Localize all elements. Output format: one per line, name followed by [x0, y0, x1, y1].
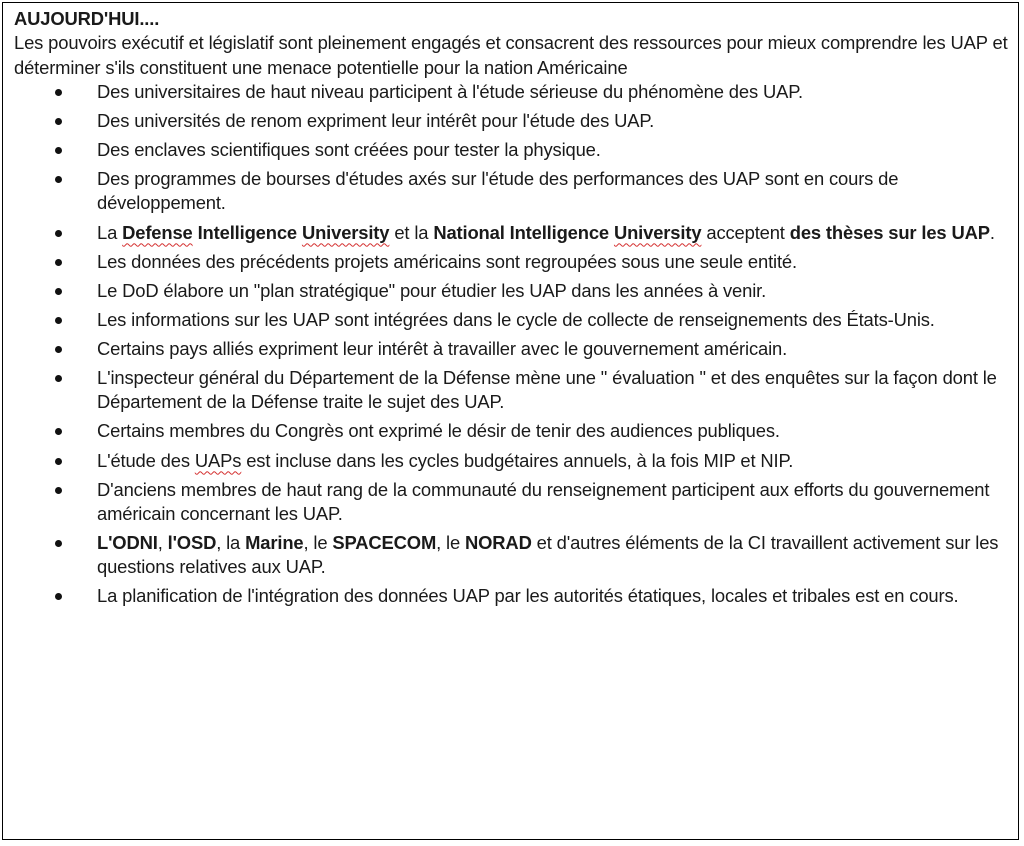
- list-item-text: SPACECOM: [332, 532, 437, 553]
- list-item-text: Des programmes de bourses d'études axés sur l'étude des performances des UAP sont en cours de développement.: [97, 168, 899, 214]
- document-body: [3, 3, 1018, 609]
- bullet-icon: [55, 375, 62, 382]
- bullet-icon: [55, 147, 62, 154]
- list-item: [14, 337, 1008, 361]
- bullet-icon: [55, 458, 62, 465]
- bullet-icon: [55, 288, 62, 295]
- list-item-text: La: [97, 221, 123, 243]
- list-item-text: D'anciens membres de haut rang de la communauté du renseignement participent aux efforts du gouvernement américain concernant les UAP.: [97, 478, 990, 524]
- list-item: [14, 109, 1008, 133]
- list-item-text: University: [301, 221, 390, 243]
- list-item-text: ,: [157, 532, 168, 553]
- list-item-text: National Intelligence: [433, 221, 614, 243]
- list-item: [14, 366, 1008, 415]
- bullet-icon: [55, 230, 62, 237]
- bullet-icon: [55, 428, 62, 435]
- bullet-list: [14, 80, 1008, 609]
- list-item-text: Certains membres du Congrès ont exprimé le désir de tenir des audiences publiques.: [97, 420, 780, 442]
- list-item-text: est incluse dans les cycles budgétaires annuels, à la fois MIP et NIP.: [241, 449, 794, 471]
- list-item-text: Les données des précédents projets américains sont regroupées sous une seule entité.: [97, 250, 797, 272]
- list-item-text: , la: [216, 532, 246, 553]
- list-item: [14, 308, 1008, 332]
- list-item-text: NORAD: [465, 532, 532, 553]
- list-item-text: et la: [389, 221, 434, 243]
- bullet-icon: [55, 176, 62, 183]
- list-item-text: Les informations sur les UAP sont intégrées dans le cycle de collecte de renseignements des États-Unis.: [97, 308, 935, 330]
- list-item: [14, 250, 1008, 274]
- list-item: [14, 449, 1008, 473]
- list-item: [14, 478, 1008, 527]
- list-item: [14, 167, 1008, 216]
- bullet-icon: [55, 317, 62, 324]
- list-item-text: Des enclaves scientifiques sont créées pour tester la physique.: [97, 139, 601, 161]
- list-item-text: University: [613, 221, 702, 243]
- list-item: [14, 531, 1008, 580]
- list-item-text: L'ODNI: [97, 532, 158, 553]
- document-frame: [2, 2, 1019, 840]
- list-item: [14, 138, 1008, 162]
- list-item: [14, 279, 1008, 303]
- list-item: [14, 584, 1008, 608]
- list-item-text: acceptent: [701, 221, 790, 243]
- document-heading: AUJOURD'HUI....: [14, 8, 160, 29]
- list-item: [14, 221, 1008, 245]
- list-item-text: Des universitaires de haut niveau participent à l'étude sérieuse du phénomène des UAP.: [97, 80, 803, 102]
- bullet-icon: [55, 346, 62, 353]
- list-item-text: Marine: [245, 532, 304, 553]
- list-item-text: .: [989, 221, 995, 243]
- bullet-icon: [55, 487, 62, 494]
- bullet-icon: [55, 540, 62, 547]
- list-item-text: UAPs: [194, 449, 242, 471]
- list-item-text: Certains pays alliés expriment leur intérêt à travailler avec le gouvernement américain.: [97, 337, 788, 359]
- list-item-text: L'inspecteur général du Département de la Défense mène une " évaluation " et des enquêtes sur la façon dont le Département de la Défense traite le sujet des UAP.: [97, 367, 997, 413]
- intro-paragraph: Les pouvoirs exécutif et législatif sont pleinement engagés et consacrent des ressources pour mieux comprendre les UAP et déterminer s'ils constituent une menace potentielle pour la nation Américaine: [14, 32, 1008, 78]
- list-item-text: La planification de l'intégration des données UAP par les autorités étatiques, locales et tribales est en cours.: [97, 585, 959, 607]
- bullet-icon: [55, 89, 62, 96]
- list-item-text: Intelligence: [192, 221, 302, 243]
- list-item-text: Le DoD élabore un "plan stratégique" pour étudier les UAP dans les années à venir.: [97, 279, 767, 301]
- list-item-text: , le: [303, 532, 333, 553]
- bullet-icon: [55, 259, 62, 266]
- bullet-icon: [55, 118, 62, 125]
- list-item-text: Des universités de renom expriment leur intérêt pour l'étude des UAP.: [97, 109, 655, 131]
- list-item-text: des thèses sur les UAP: [789, 221, 990, 243]
- list-item-text: L'étude des: [97, 449, 195, 471]
- list-item-text: l'OSD: [167, 532, 217, 553]
- list-item: [14, 80, 1008, 104]
- bullet-icon: [55, 593, 62, 600]
- list-item-text: , le: [436, 532, 466, 553]
- list-item: [14, 419, 1008, 443]
- list-item-text: et d'autres éléments de la CI travaillent activement sur les questions relatives aux UAP.: [97, 532, 999, 578]
- list-item-text: Defense: [122, 221, 193, 243]
